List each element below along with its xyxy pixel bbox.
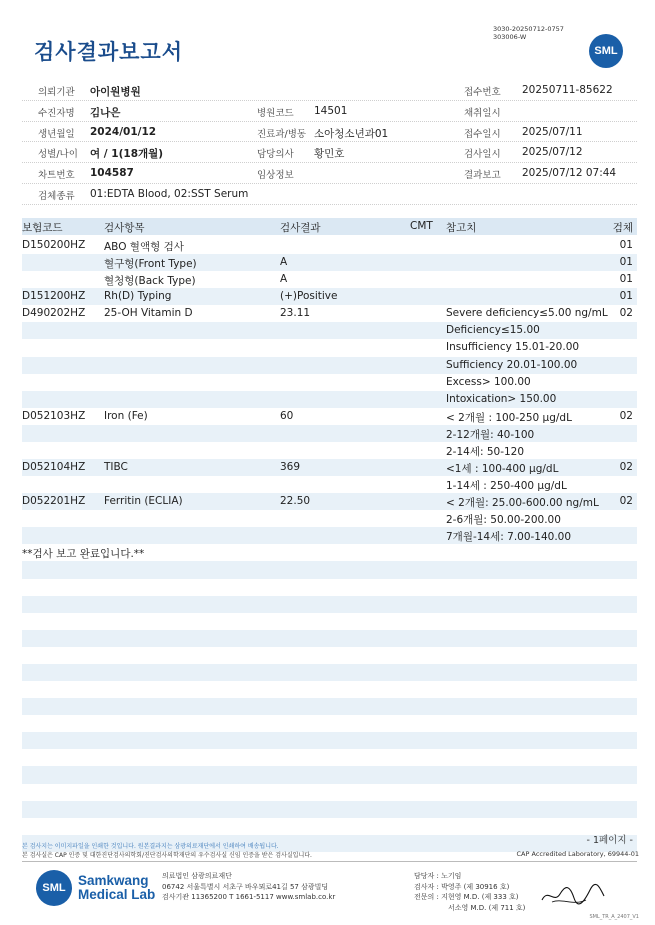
form-version: SML_TR_A_2407_V1: [589, 914, 639, 920]
info-value: 2024/01/12: [90, 125, 157, 138]
info-label: 채취일시: [464, 107, 501, 119]
info-row: [22, 80, 637, 101]
signature-icon: [538, 880, 608, 910]
staff-line: 담당자 : 노기임: [414, 872, 462, 880]
patient-info: [22, 80, 637, 205]
cell-reference: Excess> 100.00: [446, 375, 531, 388]
cell-result: 22.50: [280, 495, 311, 508]
header-result: 검사결과: [280, 222, 321, 234]
cell-reference: 2-6개월: 50.00-200.00: [446, 514, 561, 527]
cell-name: Rh(D) Typing: [104, 290, 172, 303]
cell-code: D052104HZ: [22, 461, 86, 474]
info-value: 2025/07/12: [522, 146, 583, 159]
address-line: 의료법인 삼광의료재단: [162, 872, 232, 880]
info-label: 병원코드: [257, 107, 294, 119]
table-row: [22, 374, 637, 391]
page-number: - 1페이지 -: [586, 835, 633, 846]
header-name: 검사항목: [104, 222, 145, 234]
cell-specimen: 02: [619, 307, 633, 320]
table-row: [22, 339, 637, 356]
table-row-empty: [22, 698, 637, 715]
document-code-line: 303006-W: [493, 33, 527, 41]
info-value: 김나은: [90, 106, 121, 119]
info-value: 황민호: [314, 148, 345, 161]
table-row-empty: [22, 630, 637, 647]
info-value: 아이원병원: [90, 86, 141, 98]
cell-reference: 2-14세: 50-120: [446, 445, 525, 458]
cell-code: D490202HZ: [22, 307, 86, 320]
info-label: 검사일시: [464, 149, 501, 161]
footnote-image-notice: 본 검사지는 이미지파일을 인쇄한 것입니다. 원본결과지는 삼광의료재단에서 인쇄하여 배송됩니다.: [22, 843, 279, 850]
cell-name: ABO 혈액형 검사: [104, 241, 184, 253]
logo-line: Samkwang: [78, 873, 149, 888]
table-row-empty: [22, 579, 637, 596]
table-row: [22, 476, 637, 493]
cell-reference: Severe deficiency≤5.00 ng/mL: [446, 307, 608, 320]
table-row-empty: [22, 715, 637, 732]
cell-result: 369: [280, 461, 301, 474]
info-row: [22, 163, 637, 184]
table-row: [22, 305, 637, 322]
info-label: 접수일시: [464, 128, 501, 140]
cell-reference: 1-14세 : 250-400 μg/dL: [446, 480, 567, 493]
sml-logo: SML: [589, 34, 623, 68]
staff-line: 검사자 : 박영주 (제 30916 호): [414, 882, 510, 891]
cell-specimen: 01: [619, 273, 633, 286]
info-label: 성별/나이: [38, 149, 78, 161]
cell-code: D052103HZ: [22, 409, 86, 422]
table-row: [22, 357, 637, 374]
cell-specimen: 02: [619, 495, 633, 508]
footer-divider: [22, 861, 637, 862]
table-row: [22, 391, 637, 408]
info-label: 진료과/병동: [257, 128, 307, 140]
table-header: [22, 218, 637, 235]
document-code: [493, 25, 564, 41]
table-row-empty: [22, 749, 637, 766]
info-label: 결과보고: [464, 170, 501, 182]
info-value: 104587: [90, 167, 134, 180]
info-value: 여 / 1(18개월): [90, 148, 164, 161]
info-label: 수진자명: [38, 107, 75, 119]
info-row: [22, 142, 637, 163]
table-row-empty: [22, 784, 637, 801]
info-value: 소아청소년과01: [314, 127, 389, 140]
table-row: [22, 510, 637, 527]
info-value: 20250711-85622: [522, 84, 613, 96]
staff-line: 전문의 : 지현영 M.D. (제 333 호): [414, 893, 519, 901]
staff-line: 서소영 M.D. (제 711 호): [448, 903, 526, 912]
cell-reference: < 2개월 : 100-250 μg/dL: [446, 411, 572, 424]
cell-name: 25-OH Vitamin D: [104, 307, 193, 320]
cell-reference: < 2개월: 25.00-600.00 ng/mL: [446, 497, 599, 510]
report-title: 검사결과보고서: [34, 40, 184, 64]
cell-result: A: [280, 256, 288, 269]
cell-name: Ferritin (ECLIA): [104, 495, 183, 508]
info-label: 생년월일: [38, 128, 75, 140]
footer-logo-text: [78, 874, 155, 902]
table-row: [22, 442, 637, 459]
info-label: 의뢰기관: [38, 87, 75, 98]
info-label: 차트번호: [38, 170, 75, 182]
info-value: 14501: [314, 104, 348, 117]
info-label: 임상정보: [257, 170, 294, 182]
header-reference: 참고치: [446, 222, 477, 234]
cell-code: **검사 보고 완료입니다.**: [22, 548, 145, 561]
cell-name: TIBC: [104, 461, 128, 474]
info-value: 2025/07/12 07:44: [522, 167, 617, 180]
cell-name: 혈구형(Front Type): [104, 258, 197, 271]
info-label: 접수번호: [464, 87, 501, 98]
table-row-empty: [22, 561, 637, 578]
cell-result: 23.11: [280, 307, 311, 320]
header-cmt: CMT: [410, 220, 433, 232]
table-row: [22, 288, 637, 305]
cell-specimen: 02: [619, 409, 633, 422]
info-row: [22, 184, 637, 205]
table-row: [22, 237, 637, 254]
cell-reference: <1세 : 100-400 μg/dL: [446, 463, 559, 476]
info-value: 01:EDTA Blood, 02:SST Serum: [90, 187, 249, 200]
table-row-empty: [22, 681, 637, 698]
table-row-empty: [22, 766, 637, 783]
table-row: [22, 527, 637, 544]
table-row-empty: [22, 818, 637, 835]
document-code-line: 3030-20250712-0757: [493, 25, 564, 33]
cap-accreditation: CAP Accredited Laboratory, 69944-01: [516, 850, 639, 858]
cell-specimen: 01: [619, 239, 633, 251]
cell-code: D150200HZ: [22, 239, 86, 251]
table-row: [22, 322, 637, 339]
info-row: [22, 122, 637, 143]
table-row-empty: [22, 596, 637, 613]
table-row-empty: [22, 613, 637, 630]
table-row-empty: [22, 801, 637, 818]
table-row: [22, 493, 637, 510]
cell-name: 혈청형(Back Type): [104, 275, 196, 288]
cell-result: 60: [280, 409, 294, 422]
cell-reference: 2-12개월: 40-100: [446, 428, 535, 441]
cell-name: Iron (Fe): [104, 409, 148, 422]
address-line: 06742 서울특별시 서초구 바우뫼로41길 57 삼광빌딩: [162, 882, 329, 891]
table-row: [22, 254, 637, 271]
table-row: [22, 544, 637, 561]
results-table: [22, 237, 637, 852]
table-row: [22, 271, 637, 288]
footer-logo-circle: SML: [36, 870, 72, 906]
address-line: 검사기관 11365200 T 1661-5117 www.smlab.co.kr: [162, 893, 336, 901]
cell-specimen: 01: [619, 290, 633, 303]
header-specimen: 검체: [612, 222, 633, 234]
cell-reference: Sufficiency 20.01-100.00: [446, 358, 578, 371]
cell-reference: Intoxication> 150.00: [446, 392, 557, 405]
info-label: 검체종류: [38, 190, 75, 202]
table-row: [22, 459, 637, 476]
footnote-accreditation: 본 검사실은 CAP 인증 및 대한진단검사의학회/진단검사의학재단의 우수검사실 신임 인증을 받은 검사실입니다.: [22, 852, 312, 859]
cell-reference: Insufficiency 15.01-20.00: [446, 341, 580, 354]
info-value: 2025/07/11: [522, 125, 583, 138]
cell-code: D151200HZ: [22, 290, 86, 303]
cell-result: (+)Positive: [280, 290, 338, 303]
cell-reference: 7개월-14세: 7.00-140.00: [446, 531, 572, 544]
cell-specimen: 02: [619, 461, 633, 474]
info-row: [22, 101, 637, 122]
table-row: [22, 425, 637, 442]
info-label: 담당의사: [257, 149, 294, 161]
cell-code: D052201HZ: [22, 495, 86, 508]
footer-address: [162, 871, 335, 903]
table-row-empty: [22, 647, 637, 664]
table-row-empty: [22, 664, 637, 681]
table-row: [22, 408, 637, 425]
cell-result: A: [280, 273, 288, 286]
footer-staff: [414, 871, 525, 913]
table-row-empty: [22, 732, 637, 749]
cell-reference: Deficiency≤15.00: [446, 324, 540, 337]
footer-logo: [36, 870, 155, 906]
header-code: 보험코드: [22, 222, 63, 234]
cell-specimen: 01: [619, 256, 633, 269]
logo-line: Medical Lab: [78, 887, 156, 902]
